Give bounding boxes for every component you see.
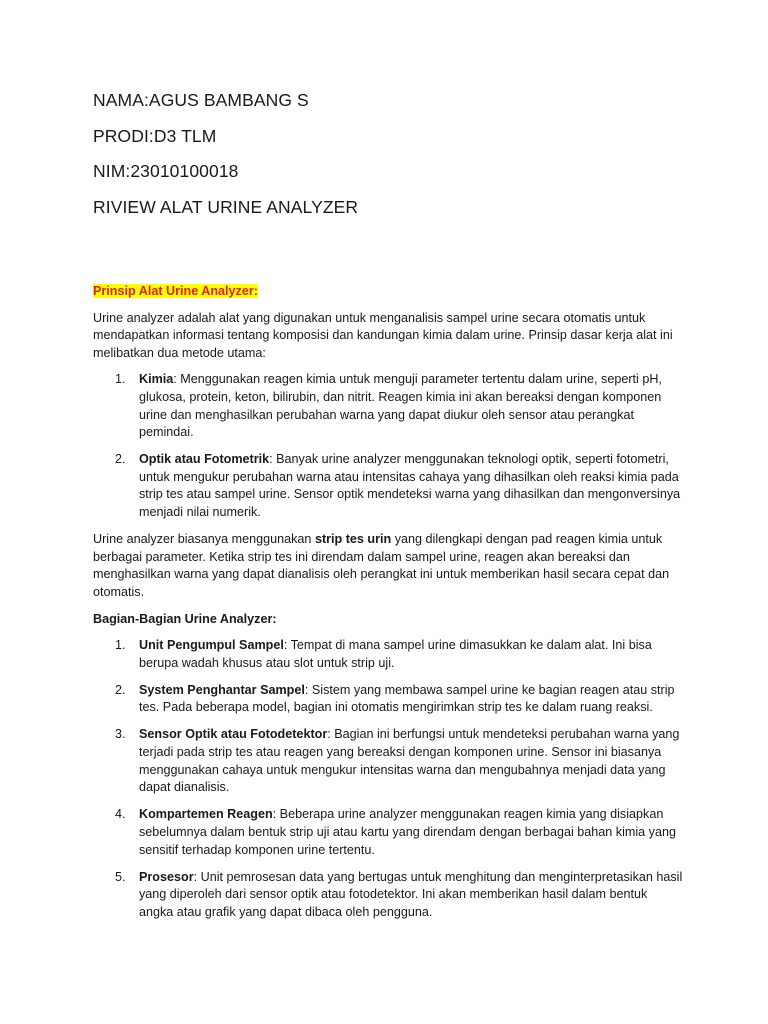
section-title-principle-text: Prinsip Alat Urine Analyzer: (93, 284, 258, 298)
section-title-parts: Bagian-Bagian Urine Analyzer: (93, 611, 277, 626)
study-program: PRODI:D3 TLM (93, 125, 217, 146)
principle-intro-paragraph: Urine analyzer adalah alat yang digunakan untuk menganalisis sampel urine secara otomatis untuk mendapatkan informasi tentang komposisi dan kandungan kimia dalam urine. Prinsip dasar kerja alat ini melibatkan dua metode utama: (93, 310, 673, 360)
paragraph-text: yang dilengkapi dengan pad reagen kimia untuk berbagai parameter. Ketika strip tes ini direndam dalam sampel urine, reagen akan bereaksi dan menghasilkan warna yang dapat dianalisis oleh perangkat ini untuk memberikan hasil secara cepat dan otomatis. (93, 532, 670, 599)
list-item-term: Prosesor (139, 869, 194, 884)
list-item-number: 4. (115, 807, 126, 822)
list-item-term: Optik atau Fotometrik (139, 452, 270, 467)
principle-method-list (93, 371, 683, 521)
list-item-term: System Penghantar Sampel (139, 682, 305, 697)
strip-test-paragraph (93, 531, 683, 601)
list-item (93, 869, 683, 922)
list-item-text: : Menggunakan reagen kimia untuk menguji parameter tertentu dalam urine, seperti pH, glukosa, protein, keton, bilirubin, dan nitrit. Reagen kimia ini akan bereaksi dengan komponen urine dan menghasilkan perubahan warna yang dapat diukur oleh sensor atau perangkat pemindai. (139, 372, 662, 440)
list-item-text: : Bagian ini berfungsi untuk mendeteksi perubahan warna yang terjadi pada strip tes atau reagen yang bereaksi dengan komponen urine. Sensor ini biasanya menggunakan cahaya untuk mengukur intensitas warna dan mengubahnya menjadi data yang dapat dianalisis. (139, 727, 680, 795)
list-item-text: : Banyak urine analyzer menggunakan teknologi optik, seperti fotometri, untuk mengukur perubahan warna atau intensitas cahaya yang dihasilkan oleh reaksi kimia pada strip tes atau sampel urine. Sensor optik mendeteksi warna yang dihasilkan dan mengonversinya menjadi nilai numerik. (139, 452, 681, 520)
list-item-number: 1. (115, 372, 126, 387)
list-item-text: : Beberapa urine analyzer menggunakan reagen kimia yang disiapkan sebelumnya dalam bentuk strip uji atau kartu yang direndam dengan berbagai bahan kimia yang sensitif terhadap komponen urine tertentu. (139, 807, 676, 857)
list-item-term: Unit Pengumpul Sampel (139, 638, 284, 653)
analyzer-parts-list (93, 637, 683, 921)
list-item (93, 451, 683, 521)
paragraph-text: Urine analyzer biasanya menggunakan (93, 532, 315, 547)
student-id: NIM:23010100018 (93, 161, 239, 181)
list-item-text: : Sistem yang membawa sampel urine ke bagian reagen atau strip tes. Pada beberapa model, bagian ini otomatis mengirimkan strip tes ke dalam ruang reaksi. (139, 682, 675, 715)
list-item-number: 3. (115, 727, 126, 742)
list-item (93, 371, 683, 441)
list-item (93, 806, 683, 859)
student-name: NAMA:AGUS BAMBANG S (93, 90, 309, 110)
list-item-text: : Unit pemrosesan data yang bertugas untuk menghitung dan menginterpretasikan hasil yang diperoleh dari sensor optik atau fotodetektor. Ini akan memberikan hasil dalam bentuk angka atau grafik yang dapat dibaca oleh pengguna. (139, 869, 683, 919)
list-item (93, 726, 683, 796)
document-body (93, 283, 683, 931)
paragraph-bold-term: strip tes urin (314, 532, 392, 547)
document-title: RIVIEW ALAT URINE ANALYZER (93, 196, 359, 217)
section-title-principle (93, 283, 683, 301)
list-item-number: 1. (115, 638, 126, 653)
document-header (93, 88, 358, 230)
list-item-text: : Tempat di mana sampel urine dimasukkan ke dalam alat. Ini bisa berupa wadah khusus atau slot untuk strip uji. (139, 638, 652, 670)
list-item (93, 637, 683, 672)
list-item-term: Kompartemen Reagen (139, 807, 273, 822)
list-item-number: 5. (115, 869, 126, 884)
list-item-term: Sensor Optik atau Fotodetektor (139, 727, 328, 742)
list-item-number: 2. (115, 452, 126, 467)
list-item-term: Kimia (139, 372, 174, 387)
list-item (93, 682, 683, 717)
list-item-number: 2. (115, 682, 126, 697)
